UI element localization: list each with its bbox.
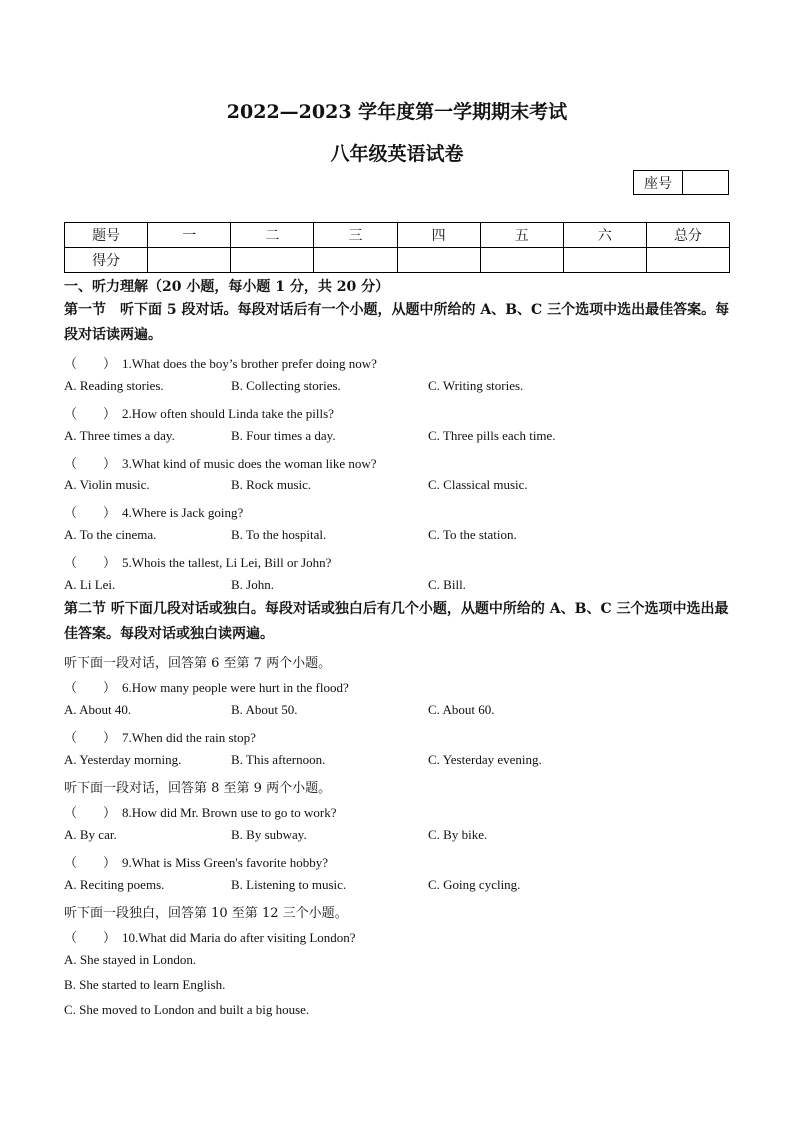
- score-cell: 得分: [65, 248, 148, 273]
- option-c: C. She moved to London and built a big house.: [64, 1002, 310, 1017]
- score-cell: 一: [148, 223, 231, 248]
- answer-blank[interactable]: （ ）: [64, 406, 117, 421]
- listening-intro-6-7: 听下面一段对话，回答第 6 至第 7 两个小题。: [64, 656, 332, 671]
- question-3: [64, 453, 377, 472]
- score-cell: 五: [480, 223, 563, 248]
- option-a: A. By car.: [64, 827, 117, 842]
- score-table: [64, 222, 730, 273]
- answer-blank[interactable]: （ ）: [64, 456, 117, 471]
- option-c: C. Three pills each time.: [428, 428, 556, 443]
- option-a: A. Reciting poems.: [64, 877, 165, 892]
- question-text: 4.Where is Jack going?: [122, 505, 244, 520]
- question-text: 6.How many people were hurt in the flood?: [122, 680, 349, 695]
- option-a: A. Reading stories.: [64, 378, 164, 393]
- part1-heading: 一、听力理解（20 小题，每小题 1 分，共 20 分）: [64, 279, 390, 295]
- answer-blank[interactable]: （ ）: [64, 805, 117, 820]
- score-cell[interactable]: [314, 248, 397, 273]
- score-cell[interactable]: [563, 248, 646, 273]
- score-cell[interactable]: [397, 248, 480, 273]
- answer-blank[interactable]: （ ）: [64, 680, 117, 695]
- option-c: C. Writing stories.: [428, 378, 524, 393]
- option-a: A. Li Lei.: [64, 577, 116, 592]
- answer-blank[interactable]: （ ）: [64, 505, 117, 520]
- seat-number-label: 座号: [634, 171, 683, 194]
- score-cell[interactable]: [148, 248, 231, 273]
- question-6: [64, 677, 349, 696]
- option-c: C. Yesterday evening.: [428, 752, 542, 767]
- question-text: 7.When did the rain stop?: [122, 730, 256, 745]
- section1-instructions: 第一节 听下面 5 段对话。每段对话后有一个小题，从题中所给的 A、B、C 三个选项中选出最佳答案。每段对话读两遍。: [64, 302, 730, 343]
- option-b: B. John.: [231, 577, 274, 592]
- question-text: 5.Whois the tallest, Li Lei, Bill or John?: [122, 555, 332, 570]
- score-cell: 三: [314, 223, 397, 248]
- listening-intro-10-12: 听下面一段独白，回答第 10 至第 12 三个小题。: [64, 906, 348, 921]
- score-table-score-row: [65, 248, 730, 273]
- option-b: B. By subway.: [231, 827, 307, 842]
- option-b: B. Listening to music.: [231, 877, 347, 892]
- question-text: 8.How did Mr. Brown use to go to work?: [122, 805, 337, 820]
- option-c: C. Bill.: [428, 577, 466, 592]
- listening-intro-8-9: 听下面一段对话，回答第 8 至第 9 两个小题。: [64, 781, 332, 796]
- exam-subtitle: 八年级英语试卷: [330, 143, 464, 165]
- option-b: B. About 50.: [231, 702, 298, 717]
- score-cell: 六: [563, 223, 646, 248]
- question-1: [64, 353, 377, 372]
- question-text: 3.What kind of music does the woman like now?: [122, 456, 377, 471]
- option-a: A. About 40.: [64, 702, 132, 717]
- option-a: A. She stayed in London.: [64, 952, 197, 967]
- question-5: [64, 552, 331, 571]
- option-a: A. To the cinema.: [64, 527, 157, 542]
- answer-blank[interactable]: （ ）: [64, 930, 117, 945]
- score-cell: 二: [231, 223, 314, 248]
- question-7: [64, 727, 256, 746]
- option-a: A. Yesterday morning.: [64, 752, 182, 767]
- option-a: A. Three times a day.: [64, 428, 175, 443]
- exam-title: 2022—2023 学年度第一学期期末考试: [226, 101, 568, 123]
- option-b: B. She started to learn English.: [64, 977, 226, 992]
- option-c: C. About 60.: [428, 702, 495, 717]
- score-cell[interactable]: [480, 248, 563, 273]
- score-cell[interactable]: [646, 248, 729, 273]
- option-b: B. To the hospital.: [231, 527, 327, 542]
- score-cell: 四: [397, 223, 480, 248]
- question-text: 10.What did Maria do after visiting London?: [122, 930, 356, 945]
- question-10: [64, 927, 356, 946]
- option-b: B. Collecting stories.: [231, 378, 341, 393]
- section2-instructions: 第二节 听下面几段对话或独白。每段对话或独白后有几个小题，从题中所给的 A、B、C 三个选项中选出最佳答案。每段对话或独白读两遍。: [64, 601, 729, 642]
- score-table-header-row: [65, 223, 730, 248]
- question-text: 2.How often should Linda take the pills?: [122, 406, 334, 421]
- option-a: A. Violin music.: [64, 477, 150, 492]
- seat-number-box: [633, 170, 729, 195]
- option-c: C. Going cycling.: [428, 877, 521, 892]
- option-b: B. Four times a day.: [231, 428, 336, 443]
- option-c: C. To the station.: [428, 527, 517, 542]
- option-c: C. By bike.: [428, 827, 488, 842]
- question-2: [64, 403, 334, 422]
- question-9: [64, 852, 328, 871]
- score-cell[interactable]: [231, 248, 314, 273]
- question-text: 9.What is Miss Green's favorite hobby?: [122, 855, 328, 870]
- question-8: [64, 802, 337, 821]
- score-cell: 题号: [65, 223, 148, 248]
- question-text: 1.What does the boy’s brother prefer doing now?: [122, 356, 377, 371]
- answer-blank[interactable]: （ ）: [64, 356, 117, 371]
- option-c: C. Classical music.: [428, 477, 528, 492]
- answer-blank[interactable]: （ ）: [64, 555, 117, 570]
- option-b: B. Rock music.: [231, 477, 312, 492]
- score-cell: 总分: [646, 223, 729, 248]
- question-4: [64, 502, 243, 521]
- answer-blank[interactable]: （ ）: [64, 855, 117, 870]
- option-b: B. This afternoon.: [231, 752, 326, 767]
- answer-blank[interactable]: （ ）: [64, 730, 117, 745]
- seat-number-field[interactable]: [683, 171, 728, 194]
